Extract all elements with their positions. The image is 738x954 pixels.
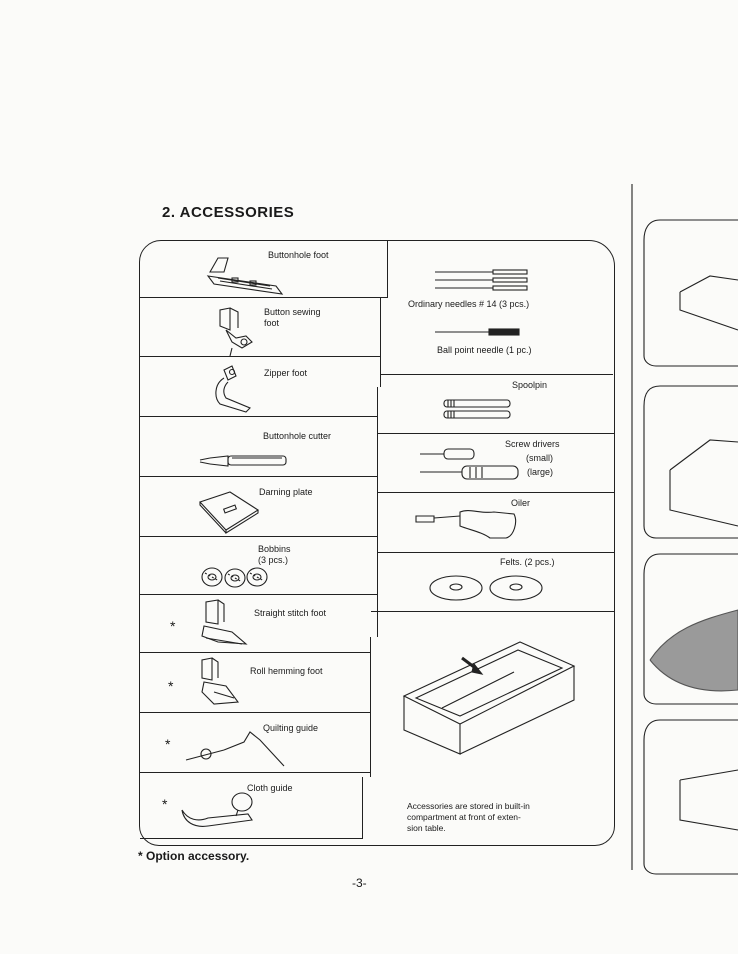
roll-hemming-foot-illustration xyxy=(196,656,246,712)
ball-point-needle-illustration xyxy=(433,326,523,338)
roll-hemming-foot-label: Roll hemming foot xyxy=(250,666,323,676)
ball-point-needle-label: Ball point needle (1 pc.) xyxy=(437,345,532,355)
buttonhole-foot-illustration xyxy=(206,250,286,298)
spoolpin-illustration xyxy=(442,398,516,422)
quilting-guide-label: Quilting guide xyxy=(263,723,319,733)
button-sewing-foot-label: Button sewing foot xyxy=(264,307,321,328)
storage-compartment-illustration xyxy=(402,634,578,758)
cloth-guide-illustration xyxy=(178,790,278,830)
option-marker: * xyxy=(170,618,176,634)
zipper-foot-illustration xyxy=(206,364,262,416)
spoolpin-label: Spoolpin xyxy=(512,380,548,390)
straight-stitch-foot-label: Straight stitch foot xyxy=(254,608,327,618)
screw-drivers-illustration xyxy=(418,446,522,484)
screw-driver-large-label: (large) xyxy=(527,467,554,477)
felts-label: Felts. (2 pcs.) xyxy=(500,557,555,567)
screw-driver-small-label: (small) xyxy=(526,453,553,463)
page-number: -3- xyxy=(352,876,367,890)
button-sewing-foot-illustration xyxy=(212,304,262,356)
buttonhole-cutter-illustration xyxy=(198,452,290,470)
buttonhole-foot-label: Buttonhole foot xyxy=(268,250,329,260)
darning-plate-label: Darning plate xyxy=(259,487,313,497)
buttonhole-cutter-label: Buttonhole cutter xyxy=(263,431,332,441)
felts-illustration xyxy=(428,572,548,604)
bobbins-illustration xyxy=(200,565,270,591)
darning-plate-illustration xyxy=(196,490,262,534)
oiler-illustration xyxy=(414,504,520,544)
option-marker: * xyxy=(168,678,174,694)
cloth-guide-label: Cloth guide xyxy=(247,783,293,793)
straight-stitch-foot-illustration xyxy=(196,598,252,652)
needles-illustration xyxy=(433,268,533,298)
oiler-label: Oiler xyxy=(511,498,531,508)
option-marker: * xyxy=(162,796,168,812)
section-title: 2. ACCESSORIES xyxy=(162,204,295,221)
option-footnote: * Option accessory. xyxy=(138,849,250,863)
ordinary-needles-label: Ordinary needles # 14 (3 pcs.) xyxy=(408,299,530,309)
adjacent-page-illustrations xyxy=(620,180,738,880)
storage-caption: Accessories are stored in built-in compartment at front of exten- sion table. xyxy=(407,801,530,833)
bobbins-label: Bobbins (3 pcs.) xyxy=(258,544,291,565)
screw-drivers-label: Screw drivers xyxy=(505,439,560,449)
option-marker: * xyxy=(165,736,171,752)
quilting-guide-illustration xyxy=(184,730,296,770)
zipper-foot-label: Zipper foot xyxy=(264,368,308,378)
